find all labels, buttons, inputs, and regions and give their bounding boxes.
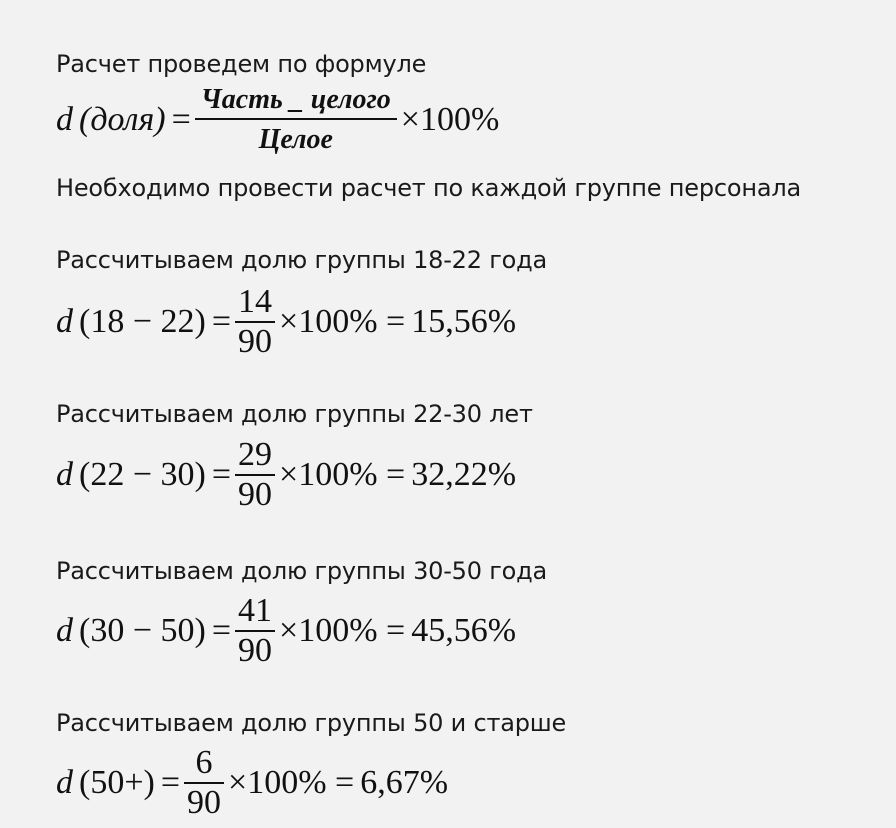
fraction-denominator: 90: [238, 323, 273, 360]
formula-fraction: [195, 86, 397, 154]
formula-result: 15,56%: [411, 303, 517, 340]
fraction-numerator: 14: [238, 283, 273, 320]
fraction-numerator: 6: [195, 744, 213, 781]
formula-fraction: [235, 438, 275, 512]
intro-text: Расчет проведем по формуле: [56, 50, 427, 78]
fraction-denominator: 90: [238, 476, 273, 513]
group-formula: [56, 594, 516, 668]
fraction-denominator: Целое: [258, 124, 333, 155]
formula-variable: d: [56, 101, 73, 138]
fraction-denominator: 90: [238, 632, 273, 669]
fraction-numerator: 41: [238, 592, 273, 629]
formula-fraction: [184, 746, 224, 820]
formula-equals: =: [160, 764, 181, 801]
formula-variable: d: [56, 456, 73, 493]
formula-equals: =: [211, 456, 232, 493]
group-heading: Рассчитываем долю группы 30-50 года: [56, 557, 548, 585]
formula-result: 45,56%: [411, 612, 517, 649]
formula-fraction: [235, 594, 275, 668]
formula-multiplier: ×100% =: [279, 303, 406, 340]
group-heading: Рассчитываем долю группы 22-30 лет: [56, 400, 533, 428]
fraction-denominator: 90: [187, 784, 222, 821]
formula-argument: (30 − 50): [79, 612, 206, 649]
formula-equals: =: [211, 612, 232, 649]
group-heading: Рассчитываем долю группы 50 и старше: [56, 709, 567, 737]
formula-equals: =: [211, 303, 232, 340]
formula-argument: (22 − 30): [79, 456, 206, 493]
formula-fraction: [235, 285, 275, 359]
formula-variable: d: [56, 303, 73, 340]
formula-variable: d: [56, 612, 73, 649]
formula-argument: (18 − 22): [79, 303, 206, 340]
formula-equals: =: [171, 101, 191, 138]
formula-multiplier: ×100% =: [228, 764, 355, 801]
fraction-numerator: Часть _ целого: [200, 84, 391, 115]
formula-argument: (50+): [79, 764, 155, 801]
group-formula: [56, 438, 516, 512]
formula-argument: (доля): [79, 101, 166, 138]
general-formula: [56, 86, 499, 154]
formula-multiplier: ×100% =: [279, 612, 406, 649]
group-heading: Рассчитываем долю группы 18-22 года: [56, 246, 548, 274]
group-formula: [56, 285, 516, 359]
formula-multiplier: ×100% =: [279, 456, 406, 493]
formula-multiplier: ×100%: [400, 101, 500, 138]
fraction-numerator: 29: [238, 436, 273, 473]
formula-result: 32,22%: [411, 456, 517, 493]
note-text: Необходимо провести расчет по каждой группе персонала: [56, 174, 801, 202]
formula-result: 6,67%: [360, 764, 449, 801]
group-formula: [56, 746, 448, 820]
formula-variable: d: [56, 764, 73, 801]
